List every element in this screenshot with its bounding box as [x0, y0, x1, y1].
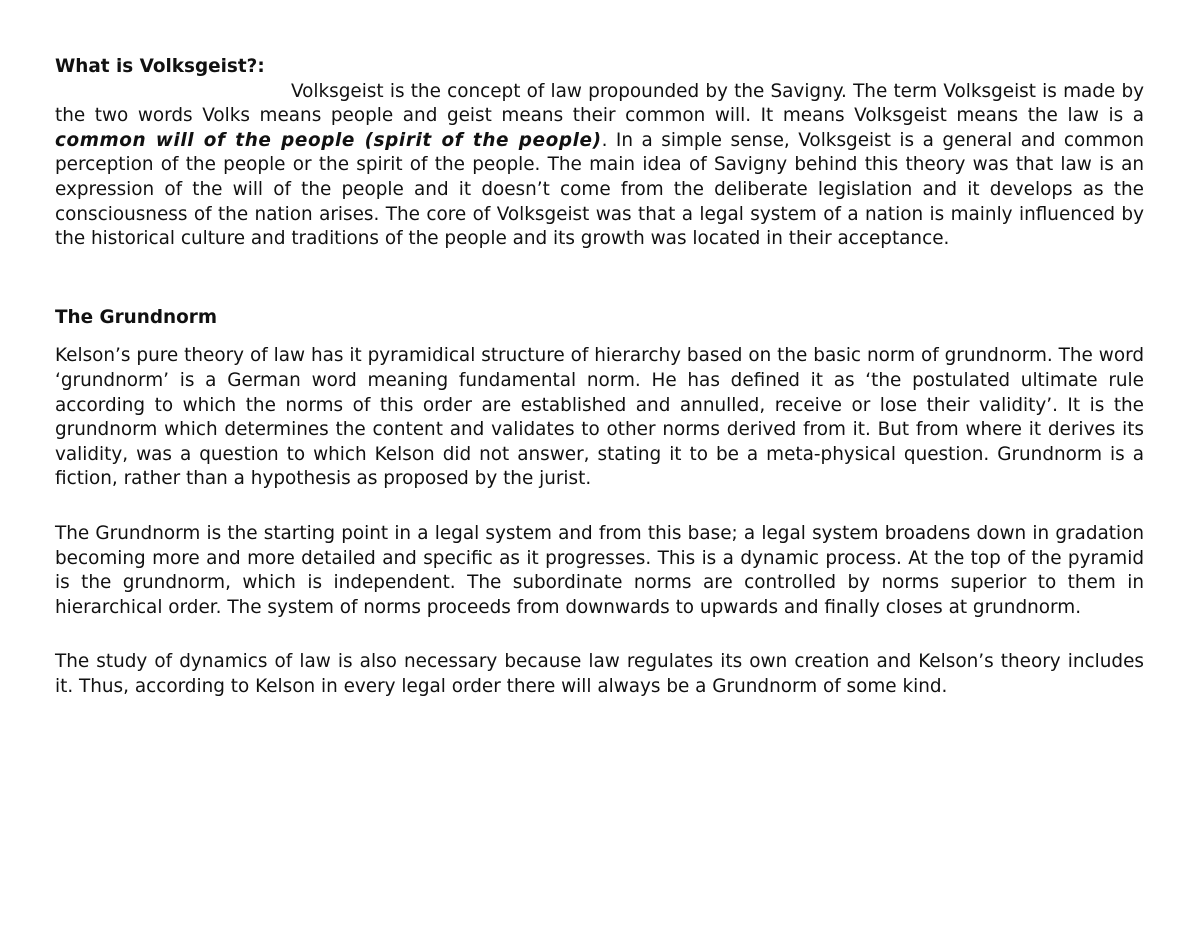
grundnorm-paragraph-1: Kelson’s pure theory of law has it pyramidical structure of hierarchy based on the basic norm of grundnorm. The word ‘grundnorm’ is a German word meaning fundamental norm. He has defined it as ‘the postulated ultimate rule according to which the norms of this order are established and annulled, receive or lose their validity’. It is the grundnorm which determines the content and validates to other norms derived from it. But from where it derives its validity, was a question to which Kelson did not answer, stating it to be a meta-physical question. Grundnorm is a fiction, rather than a hypothesis as proposed by the jurist. — [55, 345, 1144, 490]
document-page — [55, 55, 1144, 699]
volksgeist-emphasis: common will of the people (spirit of the people) — [55, 129, 602, 151]
volksgeist-text-before: Volksgeist is the concept of law propounded by the Savigny. The term Volksgeist is made by the two words Volks means people and geist means their common will. It means Volksgeist means the law is a — [55, 80, 1144, 127]
volksgeist-heading: What is Volksgeist?: — [55, 56, 265, 77]
volksgeist-paragraph — [55, 80, 1144, 252]
grundnorm-paragraph-3: The study of dynamics of law is also necessary because law regulates its own creation and Kelson’s theory includes it. Thus, according to Kelson in every legal order there will always be a Grundnorm of some kind. — [55, 651, 1144, 697]
grundnorm-heading: The Grundnorm — [55, 306, 217, 328]
grundnorm-paragraph-2: The Grundnorm is the starting point in a legal system and from this base; a legal system broadens down in gradation becoming more and more detailed and specific as it progresses. This is a dynamic process. At the top of the pyramid is the grundnorm, which is independent. The subordinate norms are controlled by norms superior to them in hierarchical order. The system of norms proceeds from downwards to upwards and finally closes at grundnorm. — [55, 522, 1144, 618]
volksgeist-text-after: . In a simple sense, Volksgeist is a general and common perception of the people or the spirit of the people. The main idea of Savigny behind this theory was that law is an expression of the will of the people and it doesn’t come from the deliberate legislation and it develops as the consciousness of the nation arises. The core of Volksgeist was that a legal system of a nation is mainly influenced by the historical culture and traditions of the people and its growth was located in their acceptance. — [55, 129, 1144, 250]
